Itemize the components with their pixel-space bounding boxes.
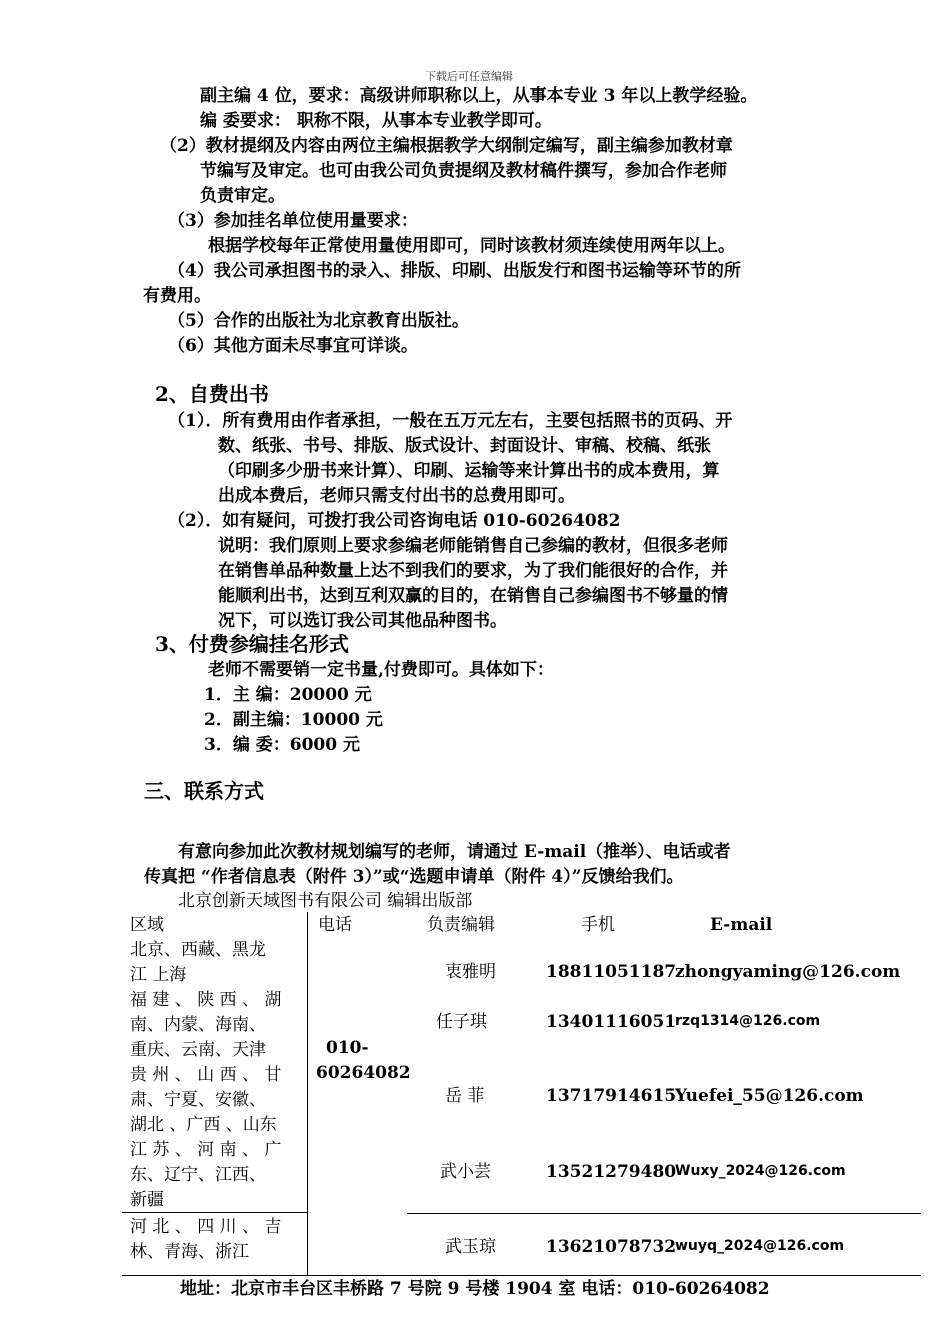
text-line: （3）参加挂名单位使用量要求： xyxy=(168,211,418,231)
text-line: （印刷多少册书来计算）、印刷、运输等来计算出书的成本费用，算 xyxy=(218,461,720,481)
table-header-region: 区域 xyxy=(130,915,164,935)
text-line: 能顺利出书，达到互利双赢的目的，在销售自己参编图书不够量的情 xyxy=(218,586,728,606)
heading-paid-coauthor: 3、付费参编挂名形式 xyxy=(155,632,349,656)
table-email: Yuefei_55@126.com xyxy=(675,1086,864,1106)
region-line: 江 上海 xyxy=(130,965,187,985)
region-line: 肃、宁夏、安徽、 xyxy=(130,1090,266,1110)
region-line: 北京、西藏、黑龙 xyxy=(130,940,266,960)
table-divider xyxy=(307,912,308,1275)
table-phone: 010- xyxy=(326,1038,369,1058)
table-editor: 衷雅明 xyxy=(445,962,496,982)
text-line: 传真把 “作者信息表（附件 3）”或“选题申请单（附件 4）”反馈给我们。 xyxy=(144,867,684,887)
text-line: 数、纸张、书号、排版、版式设计、封面设计、审稿、校稿、纸张 xyxy=(218,436,711,456)
table-email: Wuxy_2024@126.com xyxy=(675,1163,846,1179)
section-title-contact: 三、联系方式 xyxy=(144,779,264,803)
table-header-mobile: 手机 xyxy=(581,915,615,935)
region-line: 河 北 、 四 川 、 吉 xyxy=(130,1217,282,1237)
region-line: 林、青海、浙江 xyxy=(130,1242,249,1262)
text-line: 老师不需要销一定书量,付费即可。具体如下： xyxy=(208,660,554,680)
table-mobile: 13717914615 xyxy=(546,1086,677,1106)
region-line: 福 建 、 陕 西 、 湖 xyxy=(130,990,282,1010)
table-editor: 武小芸 xyxy=(440,1162,491,1182)
table-mobile: 18811051187 xyxy=(546,962,677,982)
text-line: 负责审定。 xyxy=(200,186,285,206)
region-line: 江 苏 、 河 南 、 广 xyxy=(130,1140,282,1160)
text-line: 节编写及审定。也可由我公司负责提纲及教材稿件撰写，参加合作老师 xyxy=(200,161,727,181)
text-line: （2）．如有疑问，可拨打我公司咨询电话 010-60264082 xyxy=(168,511,621,531)
text-line: 在销售单品种数量上达不到我们的要求，为了我们能很好的合作，并 xyxy=(218,561,728,581)
region-line: 重庆、云南、天津 xyxy=(130,1040,266,1060)
text-line: （1）．所有费用由作者承担，一般在五万元左右，主要包括照书的页码、开 xyxy=(168,411,733,431)
table-divider xyxy=(407,1213,921,1214)
region-line: 南、内蒙、海南、 xyxy=(130,1015,266,1035)
table-mobile: 13621078732 xyxy=(546,1237,677,1257)
text-line: 编 委要求： 职称不限，从事本专业教学即可。 xyxy=(200,111,552,131)
table-email: zhongyaming@126.com xyxy=(675,962,901,982)
table-editor: 武玉琼 xyxy=(445,1237,496,1257)
text-line: （2）教材提纲及内容由两位主编根据教学大纲制定编写，副主编参加教材章 xyxy=(160,136,733,156)
header-note: 下载后可任意编辑 xyxy=(425,70,513,83)
table-editor: 任子琪 xyxy=(436,1012,487,1032)
price-committee-member: 3．编 委：6000 元 xyxy=(204,735,360,755)
table-email: wuyq_2024@126.com xyxy=(675,1238,845,1254)
table-mobile: 13521279480 xyxy=(546,1162,677,1182)
text-line: 说明：我们原则上要求参编老师能销售自己参编的教材，但很多老师 xyxy=(218,536,728,556)
text-line: （6）其他方面未尽事宜可详谈。 xyxy=(168,336,418,356)
text-line: 出成本费后，老师只需支付出书的总费用即可。 xyxy=(218,486,575,506)
text-line: 根据学校每年正常使用量使用即可，同时该教材须连续使用两年以上。 xyxy=(208,236,735,256)
region-line: 贵 州 、 山 西 、 甘 xyxy=(130,1065,282,1085)
table-header-phone: 电话 xyxy=(318,915,352,935)
table-header-editor: 负责编辑 xyxy=(427,915,495,935)
region-line: 新疆 xyxy=(130,1190,164,1210)
heading-self-funded: 2、自费出书 xyxy=(155,382,269,406)
table-divider xyxy=(122,1275,921,1276)
text-line: 副主编 4 位，要求：高级讲师职称以上，从事本专业 3 年以上教学经验。 xyxy=(200,86,758,106)
text-line: 况下，可以选订我公司其他品种图书。 xyxy=(218,611,507,631)
table-phone: 60264082 xyxy=(316,1063,411,1083)
table-header-email: E-mail xyxy=(710,915,773,935)
region-line: 东、辽宁、江西、 xyxy=(130,1165,266,1185)
region-line: 湖北 、广西 、山东 xyxy=(130,1115,277,1135)
footer-address: 地址：北京市丰台区丰桥路 7 号院 9 号楼 1904 室 电话：010-60264082 xyxy=(180,1279,770,1299)
text-line: 有意向参加此次教材规划编写的老师，请通过 E-mail（推举）、电话或者 xyxy=(178,842,731,862)
text-line: 有费用。 xyxy=(143,286,211,306)
text-line: （4）我公司承担图书的录入、排版、印刷、出版发行和图书运输等环节的所 xyxy=(168,261,741,281)
table-email: rzq1314@126.com xyxy=(675,1013,821,1029)
table-divider xyxy=(122,1212,307,1213)
text-line: （5）合作的出版社为北京教育出版社。 xyxy=(168,311,469,331)
table-editor: 岳 菲 xyxy=(445,1086,485,1106)
company-name: 北京创新天域图书有限公司 编辑出版部 xyxy=(178,891,473,911)
price-chief-editor: 1．主 编：20000 元 xyxy=(204,685,372,705)
price-deputy-editor: 2．副主编：10000 元 xyxy=(204,710,383,730)
table-mobile: 13401116051 xyxy=(546,1012,677,1032)
